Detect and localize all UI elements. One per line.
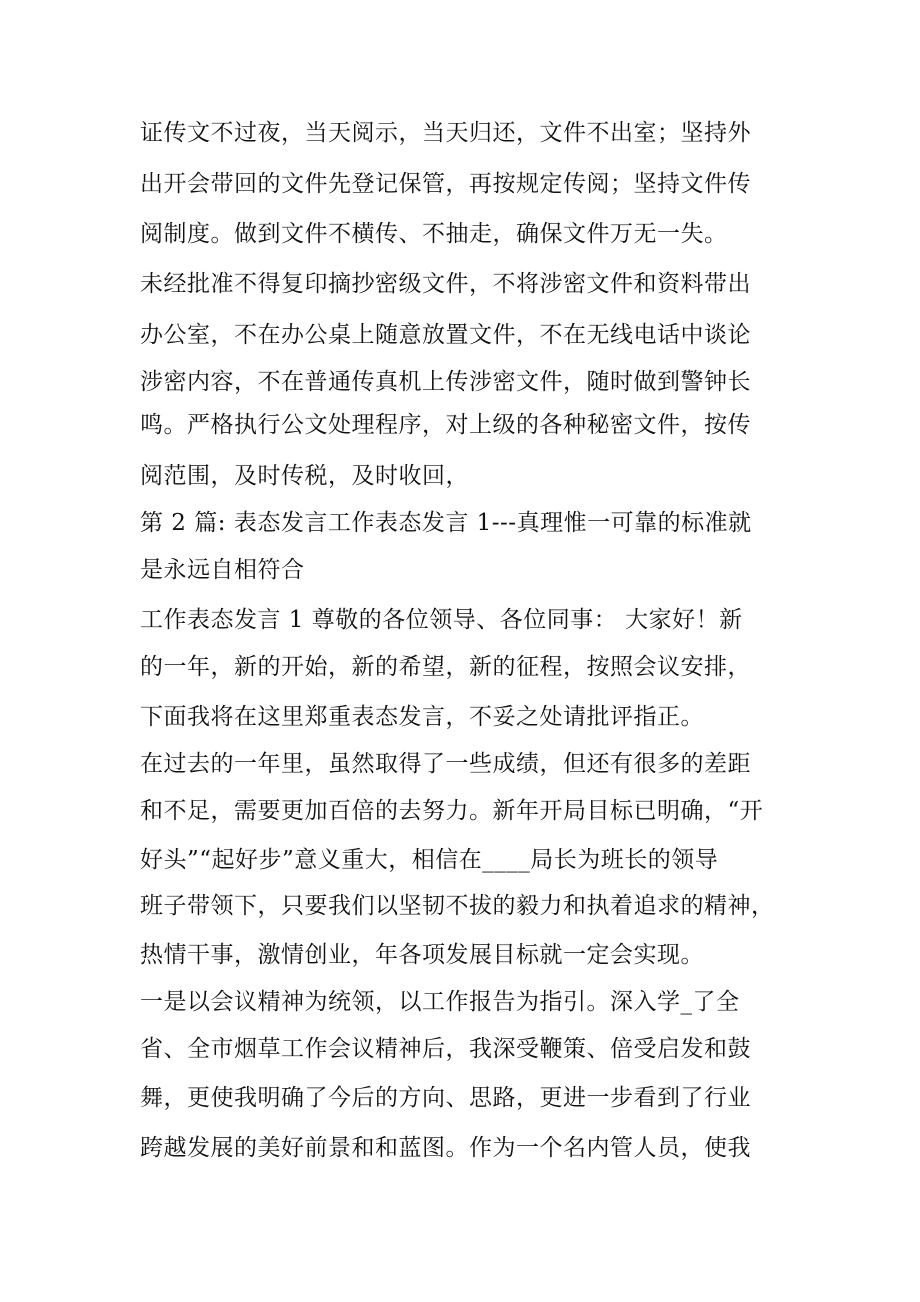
text-line: 班子带领下，只要我们以坚韧不拔的毅力和执着追求的精神， (140, 893, 775, 919)
text-line: 热情干事，激情创业，年各项发展目标就一定会实现。 (140, 942, 704, 968)
text-line: 好头”“起好步”意义重大，相信在____局长为班长的领导 (140, 847, 719, 873)
text-line: 舞，更使我明确了今后的方向、思路，更进一步看到了行业 (140, 1085, 751, 1111)
text-line: 涉密内容，不在普通传真机上传涉密文件，随时做到警钟长 (140, 369, 751, 395)
text-line: 办公室，不在办公桌上随意放置文件，不在无线电话中谈论 (140, 322, 751, 348)
text-line: 下面我将在这里郑重表态发言，不妥之处请批评指正。 (140, 704, 704, 730)
text-line: 证传文不过夜，当天阅示，当天归还，文件不出室；坚持外 (140, 120, 751, 146)
text-line: 未经批准不得复印摘抄密级文件，不将涉密文件和资料带出 (140, 271, 751, 297)
section-heading: 是永远自相符合 (140, 557, 305, 583)
text-line: 鸣。严格执行公文处理程序，对上级的各种秘密文件，按传 (140, 412, 751, 438)
text-line: 在过去的一年里，虽然取得了一些成绩，但还有很多的差距 (140, 751, 751, 777)
text-line: 出开会带回的文件先登记保管，再按规定传阅；坚持文件传 (140, 171, 751, 197)
text-line: 的一年，新的开始，新的希望，新的征程，按照会议安排， (140, 654, 751, 680)
text-line: 一是以会议精神为统领，以工作报告为指引。深入学_了全 (140, 989, 740, 1015)
text-line: 和不足，需要更加百倍的去努力。新年开局目标已明确，“开 (140, 798, 764, 824)
text-line: 省、全市烟草工作会议精神后，我深受鞭策、倍受启发和鼓 (140, 1036, 751, 1062)
text-line: 跨越发展的美好前景和和蓝图。作为一个名内管人员，使我 (140, 1135, 751, 1161)
text-line: 阅范围，及时传税，及时收回， (140, 463, 469, 489)
section-heading: 第 2 篇: 表态发言工作表态发言 1---真理惟一可靠的标准就 (140, 510, 752, 536)
text-line: 阅制度。做到文件不横传、不抽走，确保文件万无一失。 (140, 221, 728, 247)
text-line: 工作表态发言 1 尊敬的各位领导、各位同事： 大家好！新 (140, 607, 743, 633)
